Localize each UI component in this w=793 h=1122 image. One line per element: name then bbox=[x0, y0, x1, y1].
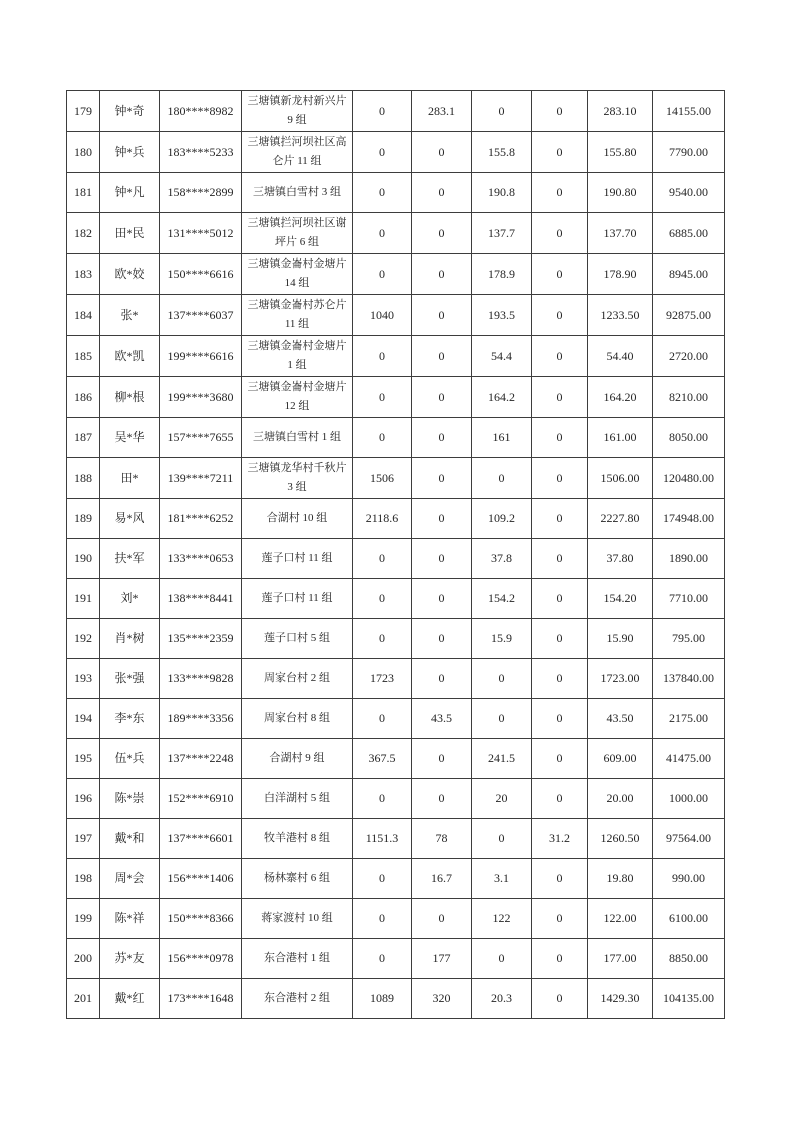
address-cell: 东合港村 2 组 bbox=[242, 979, 353, 1019]
subtotal-cell: 2227.80 bbox=[588, 499, 653, 539]
value-cell-3: 137.7 bbox=[472, 213, 532, 254]
name-cell: 钟*奇 bbox=[100, 91, 160, 132]
row-index-cell: 179 bbox=[67, 91, 100, 132]
address-cell: 三塘镇白雪村 1 组 bbox=[242, 418, 353, 458]
subtotal-cell: 154.20 bbox=[588, 579, 653, 619]
address-cell: 蒋家渡村 10 组 bbox=[242, 899, 353, 939]
value-cell-3: 37.8 bbox=[472, 539, 532, 579]
phone-cell: 152****6910 bbox=[160, 779, 242, 819]
table-row bbox=[67, 336, 725, 377]
value-cell-4: 0 bbox=[532, 979, 588, 1019]
address-cell: 合湖村 10 组 bbox=[242, 499, 353, 539]
table-row bbox=[67, 213, 725, 254]
value-cell-2: 177 bbox=[412, 939, 472, 979]
table-row bbox=[67, 579, 725, 619]
address-cell: 杨林寨村 6 组 bbox=[242, 859, 353, 899]
name-cell: 张*强 bbox=[100, 659, 160, 699]
subtotal-cell: 19.80 bbox=[588, 859, 653, 899]
address-cell: 合湖村 9 组 bbox=[242, 739, 353, 779]
name-cell: 田* bbox=[100, 458, 160, 499]
phone-cell: 180****8982 bbox=[160, 91, 242, 132]
address-cell: 三塘镇金崙村苏仑片 11 组 bbox=[242, 295, 353, 336]
value-cell-4: 0 bbox=[532, 659, 588, 699]
amount-cell: 97564.00 bbox=[653, 819, 725, 859]
value-cell-4: 0 bbox=[532, 91, 588, 132]
value-cell-3: 20.3 bbox=[472, 979, 532, 1019]
row-index-cell: 193 bbox=[67, 659, 100, 699]
value-cell-2: 0 bbox=[412, 499, 472, 539]
phone-cell: 135****2359 bbox=[160, 619, 242, 659]
table-row bbox=[67, 91, 725, 132]
subtotal-cell: 1260.50 bbox=[588, 819, 653, 859]
value-cell-4: 0 bbox=[532, 458, 588, 499]
address-cell: 三塘镇金崙村金塘片 1 组 bbox=[242, 336, 353, 377]
phone-cell: 137****6601 bbox=[160, 819, 242, 859]
subtotal-cell: 178.90 bbox=[588, 254, 653, 295]
value-cell-1: 1506 bbox=[353, 458, 412, 499]
phone-cell: 183****5233 bbox=[160, 132, 242, 173]
subtotal-cell: 609.00 bbox=[588, 739, 653, 779]
amount-cell: 8210.00 bbox=[653, 377, 725, 418]
subtotal-cell: 164.20 bbox=[588, 377, 653, 418]
value-cell-4: 0 bbox=[532, 377, 588, 418]
name-cell: 吴*华 bbox=[100, 418, 160, 458]
value-cell-1: 0 bbox=[353, 336, 412, 377]
row-index-cell: 184 bbox=[67, 295, 100, 336]
value-cell-4: 0 bbox=[532, 899, 588, 939]
table-row bbox=[67, 458, 725, 499]
row-index-cell: 199 bbox=[67, 899, 100, 939]
row-index-cell: 201 bbox=[67, 979, 100, 1019]
amount-cell: 8050.00 bbox=[653, 418, 725, 458]
address-cell: 三塘镇白雪村 3 组 bbox=[242, 173, 353, 213]
row-index-cell: 192 bbox=[67, 619, 100, 659]
address-cell: 莲子口村 5 组 bbox=[242, 619, 353, 659]
value-cell-2: 0 bbox=[412, 132, 472, 173]
value-cell-4: 0 bbox=[532, 939, 588, 979]
value-cell-1: 1089 bbox=[353, 979, 412, 1019]
phone-cell: 133****0653 bbox=[160, 539, 242, 579]
value-cell-3: 190.8 bbox=[472, 173, 532, 213]
row-index-cell: 191 bbox=[67, 579, 100, 619]
value-cell-3: 161 bbox=[472, 418, 532, 458]
value-cell-2: 0 bbox=[412, 739, 472, 779]
subtotal-cell: 161.00 bbox=[588, 418, 653, 458]
table-row bbox=[67, 979, 725, 1019]
value-cell-4: 0 bbox=[532, 295, 588, 336]
subtotal-cell: 137.70 bbox=[588, 213, 653, 254]
amount-cell: 1000.00 bbox=[653, 779, 725, 819]
name-cell: 田*民 bbox=[100, 213, 160, 254]
table-row bbox=[67, 132, 725, 173]
value-cell-3: 155.8 bbox=[472, 132, 532, 173]
name-cell: 苏*友 bbox=[100, 939, 160, 979]
value-cell-2: 320 bbox=[412, 979, 472, 1019]
value-cell-3: 15.9 bbox=[472, 619, 532, 659]
name-cell: 肖*树 bbox=[100, 619, 160, 659]
name-cell: 戴*和 bbox=[100, 819, 160, 859]
address-cell: 三塘镇新龙村新兴片 9 组 bbox=[242, 91, 353, 132]
amount-cell: 6100.00 bbox=[653, 899, 725, 939]
name-cell: 周*会 bbox=[100, 859, 160, 899]
amount-cell: 990.00 bbox=[653, 859, 725, 899]
value-cell-1: 0 bbox=[353, 173, 412, 213]
subtotal-cell: 1233.50 bbox=[588, 295, 653, 336]
table-row bbox=[67, 779, 725, 819]
row-index-cell: 181 bbox=[67, 173, 100, 213]
value-cell-4: 0 bbox=[532, 418, 588, 458]
amount-cell: 2720.00 bbox=[653, 336, 725, 377]
subtotal-cell: 283.10 bbox=[588, 91, 653, 132]
value-cell-4: 0 bbox=[532, 336, 588, 377]
subtotal-cell: 122.00 bbox=[588, 899, 653, 939]
subtotal-cell: 177.00 bbox=[588, 939, 653, 979]
address-cell: 莲子口村 11 组 bbox=[242, 579, 353, 619]
phone-cell: 137****6037 bbox=[160, 295, 242, 336]
subtotal-cell: 20.00 bbox=[588, 779, 653, 819]
table-row bbox=[67, 739, 725, 779]
value-cell-2: 0 bbox=[412, 377, 472, 418]
subtotal-cell: 1506.00 bbox=[588, 458, 653, 499]
subtotal-cell: 43.50 bbox=[588, 699, 653, 739]
value-cell-4: 0 bbox=[532, 213, 588, 254]
address-cell: 三塘镇拦河坝社区谢坪片 6 组 bbox=[242, 213, 353, 254]
value-cell-4: 0 bbox=[532, 132, 588, 173]
amount-cell: 137840.00 bbox=[653, 659, 725, 699]
amount-cell: 8850.00 bbox=[653, 939, 725, 979]
value-cell-1: 0 bbox=[353, 779, 412, 819]
value-cell-4: 0 bbox=[532, 739, 588, 779]
address-cell: 东合港村 1 组 bbox=[242, 939, 353, 979]
address-cell: 周家台村 2 组 bbox=[242, 659, 353, 699]
amount-cell: 104135.00 bbox=[653, 979, 725, 1019]
subtotal-cell: 15.90 bbox=[588, 619, 653, 659]
value-cell-2: 0 bbox=[412, 579, 472, 619]
amount-cell: 7790.00 bbox=[653, 132, 725, 173]
value-cell-2: 0 bbox=[412, 254, 472, 295]
name-cell: 刘* bbox=[100, 579, 160, 619]
value-cell-2: 43.5 bbox=[412, 699, 472, 739]
value-cell-2: 0 bbox=[412, 899, 472, 939]
subsidy-table bbox=[66, 90, 725, 1019]
value-cell-1: 1151.3 bbox=[353, 819, 412, 859]
address-cell: 白洋湖村 5 组 bbox=[242, 779, 353, 819]
row-index-cell: 185 bbox=[67, 336, 100, 377]
value-cell-2: 0 bbox=[412, 295, 472, 336]
value-cell-1: 0 bbox=[353, 254, 412, 295]
value-cell-4: 0 bbox=[532, 779, 588, 819]
row-index-cell: 188 bbox=[67, 458, 100, 499]
phone-cell: 150****8366 bbox=[160, 899, 242, 939]
table-row bbox=[67, 699, 725, 739]
address-cell: 三塘镇金崙村金塘片 12 组 bbox=[242, 377, 353, 418]
name-cell: 伍*兵 bbox=[100, 739, 160, 779]
value-cell-3: 241.5 bbox=[472, 739, 532, 779]
phone-cell: 158****2899 bbox=[160, 173, 242, 213]
phone-cell: 138****8441 bbox=[160, 579, 242, 619]
name-cell: 陈*崇 bbox=[100, 779, 160, 819]
value-cell-3: 0 bbox=[472, 939, 532, 979]
table-row bbox=[67, 899, 725, 939]
row-index-cell: 187 bbox=[67, 418, 100, 458]
amount-cell: 8945.00 bbox=[653, 254, 725, 295]
address-cell: 周家台村 8 组 bbox=[242, 699, 353, 739]
row-index-cell: 180 bbox=[67, 132, 100, 173]
row-index-cell: 198 bbox=[67, 859, 100, 899]
value-cell-4: 0 bbox=[532, 254, 588, 295]
address-cell: 三塘镇金崙村金塘片 14 组 bbox=[242, 254, 353, 295]
address-cell: 莲子口村 11 组 bbox=[242, 539, 353, 579]
value-cell-2: 0 bbox=[412, 539, 472, 579]
value-cell-4: 0 bbox=[532, 539, 588, 579]
amount-cell: 795.00 bbox=[653, 619, 725, 659]
value-cell-1: 0 bbox=[353, 418, 412, 458]
value-cell-1: 0 bbox=[353, 579, 412, 619]
phone-cell: 199****6616 bbox=[160, 336, 242, 377]
address-cell: 三塘镇拦河坝社区高仑片 11 组 bbox=[242, 132, 353, 173]
value-cell-4: 0 bbox=[532, 859, 588, 899]
value-cell-3: 20 bbox=[472, 779, 532, 819]
subtotal-cell: 37.80 bbox=[588, 539, 653, 579]
phone-cell: 199****3680 bbox=[160, 377, 242, 418]
value-cell-4: 0 bbox=[532, 699, 588, 739]
row-index-cell: 183 bbox=[67, 254, 100, 295]
amount-cell: 92875.00 bbox=[653, 295, 725, 336]
value-cell-2: 0 bbox=[412, 213, 472, 254]
amount-cell: 41475.00 bbox=[653, 739, 725, 779]
table-row bbox=[67, 173, 725, 213]
subtotal-cell: 190.80 bbox=[588, 173, 653, 213]
value-cell-1: 0 bbox=[353, 699, 412, 739]
table-row bbox=[67, 295, 725, 336]
value-cell-3: 164.2 bbox=[472, 377, 532, 418]
value-cell-4: 0 bbox=[532, 619, 588, 659]
table-row bbox=[67, 859, 725, 899]
value-cell-1: 0 bbox=[353, 213, 412, 254]
name-cell: 李*东 bbox=[100, 699, 160, 739]
name-cell: 柳*根 bbox=[100, 377, 160, 418]
value-cell-2: 283.1 bbox=[412, 91, 472, 132]
phone-cell: 173****1648 bbox=[160, 979, 242, 1019]
value-cell-3: 0 bbox=[472, 699, 532, 739]
subtotal-cell: 1723.00 bbox=[588, 659, 653, 699]
value-cell-2: 0 bbox=[412, 336, 472, 377]
phone-cell: 156****1406 bbox=[160, 859, 242, 899]
value-cell-3: 122 bbox=[472, 899, 532, 939]
amount-cell: 6885.00 bbox=[653, 213, 725, 254]
subtotal-cell: 54.40 bbox=[588, 336, 653, 377]
name-cell: 欧*凯 bbox=[100, 336, 160, 377]
value-cell-2: 0 bbox=[412, 173, 472, 213]
amount-cell: 174948.00 bbox=[653, 499, 725, 539]
value-cell-1: 0 bbox=[353, 91, 412, 132]
value-cell-4: 0 bbox=[532, 499, 588, 539]
value-cell-1: 0 bbox=[353, 539, 412, 579]
row-index-cell: 197 bbox=[67, 819, 100, 859]
table-row bbox=[67, 539, 725, 579]
row-index-cell: 190 bbox=[67, 539, 100, 579]
row-index-cell: 189 bbox=[67, 499, 100, 539]
value-cell-2: 0 bbox=[412, 779, 472, 819]
value-cell-2: 0 bbox=[412, 458, 472, 499]
name-cell: 扶*军 bbox=[100, 539, 160, 579]
table-row bbox=[67, 418, 725, 458]
phone-cell: 139****7211 bbox=[160, 458, 242, 499]
address-cell: 三塘镇龙华村千秋片 3 组 bbox=[242, 458, 353, 499]
phone-cell: 157****7655 bbox=[160, 418, 242, 458]
amount-cell: 2175.00 bbox=[653, 699, 725, 739]
row-index-cell: 186 bbox=[67, 377, 100, 418]
table-row bbox=[67, 819, 725, 859]
value-cell-3: 3.1 bbox=[472, 859, 532, 899]
row-index-cell: 195 bbox=[67, 739, 100, 779]
value-cell-2: 78 bbox=[412, 819, 472, 859]
name-cell: 欧*姣 bbox=[100, 254, 160, 295]
value-cell-1: 0 bbox=[353, 899, 412, 939]
value-cell-3: 0 bbox=[472, 91, 532, 132]
name-cell: 张* bbox=[100, 295, 160, 336]
subtotal-cell: 155.80 bbox=[588, 132, 653, 173]
value-cell-2: 0 bbox=[412, 619, 472, 659]
name-cell: 戴*红 bbox=[100, 979, 160, 1019]
table-row bbox=[67, 619, 725, 659]
value-cell-2: 0 bbox=[412, 418, 472, 458]
subtotal-cell: 1429.30 bbox=[588, 979, 653, 1019]
value-cell-3: 54.4 bbox=[472, 336, 532, 377]
value-cell-3: 178.9 bbox=[472, 254, 532, 295]
phone-cell: 137****2248 bbox=[160, 739, 242, 779]
table-row bbox=[67, 499, 725, 539]
name-cell: 钟*兵 bbox=[100, 132, 160, 173]
table-body bbox=[67, 91, 725, 1019]
value-cell-1: 1040 bbox=[353, 295, 412, 336]
phone-cell: 189****3356 bbox=[160, 699, 242, 739]
row-index-cell: 194 bbox=[67, 699, 100, 739]
phone-cell: 156****0978 bbox=[160, 939, 242, 979]
value-cell-1: 0 bbox=[353, 132, 412, 173]
value-cell-3: 193.5 bbox=[472, 295, 532, 336]
name-cell: 陈*祥 bbox=[100, 899, 160, 939]
name-cell: 易*风 bbox=[100, 499, 160, 539]
value-cell-2: 16.7 bbox=[412, 859, 472, 899]
value-cell-3: 0 bbox=[472, 819, 532, 859]
row-index-cell: 200 bbox=[67, 939, 100, 979]
row-index-cell: 196 bbox=[67, 779, 100, 819]
value-cell-1: 0 bbox=[353, 619, 412, 659]
value-cell-4: 0 bbox=[532, 173, 588, 213]
value-cell-1: 0 bbox=[353, 939, 412, 979]
phone-cell: 133****9828 bbox=[160, 659, 242, 699]
table-row bbox=[67, 254, 725, 295]
amount-cell: 7710.00 bbox=[653, 579, 725, 619]
value-cell-1: 0 bbox=[353, 377, 412, 418]
amount-cell: 120480.00 bbox=[653, 458, 725, 499]
value-cell-3: 0 bbox=[472, 659, 532, 699]
row-index-cell: 182 bbox=[67, 213, 100, 254]
address-cell: 牧羊港村 8 组 bbox=[242, 819, 353, 859]
value-cell-1: 0 bbox=[353, 859, 412, 899]
amount-cell: 1890.00 bbox=[653, 539, 725, 579]
phone-cell: 150****6616 bbox=[160, 254, 242, 295]
value-cell-1: 2118.6 bbox=[353, 499, 412, 539]
value-cell-3: 109.2 bbox=[472, 499, 532, 539]
value-cell-1: 367.5 bbox=[353, 739, 412, 779]
value-cell-3: 0 bbox=[472, 458, 532, 499]
value-cell-4: 31.2 bbox=[532, 819, 588, 859]
amount-cell: 14155.00 bbox=[653, 91, 725, 132]
name-cell: 钟*凡 bbox=[100, 173, 160, 213]
value-cell-1: 1723 bbox=[353, 659, 412, 699]
table-row bbox=[67, 939, 725, 979]
phone-cell: 181****6252 bbox=[160, 499, 242, 539]
value-cell-4: 0 bbox=[532, 579, 588, 619]
table-row bbox=[67, 377, 725, 418]
amount-cell: 9540.00 bbox=[653, 173, 725, 213]
table-row bbox=[67, 659, 725, 699]
phone-cell: 131****5012 bbox=[160, 213, 242, 254]
value-cell-2: 0 bbox=[412, 659, 472, 699]
value-cell-3: 154.2 bbox=[472, 579, 532, 619]
